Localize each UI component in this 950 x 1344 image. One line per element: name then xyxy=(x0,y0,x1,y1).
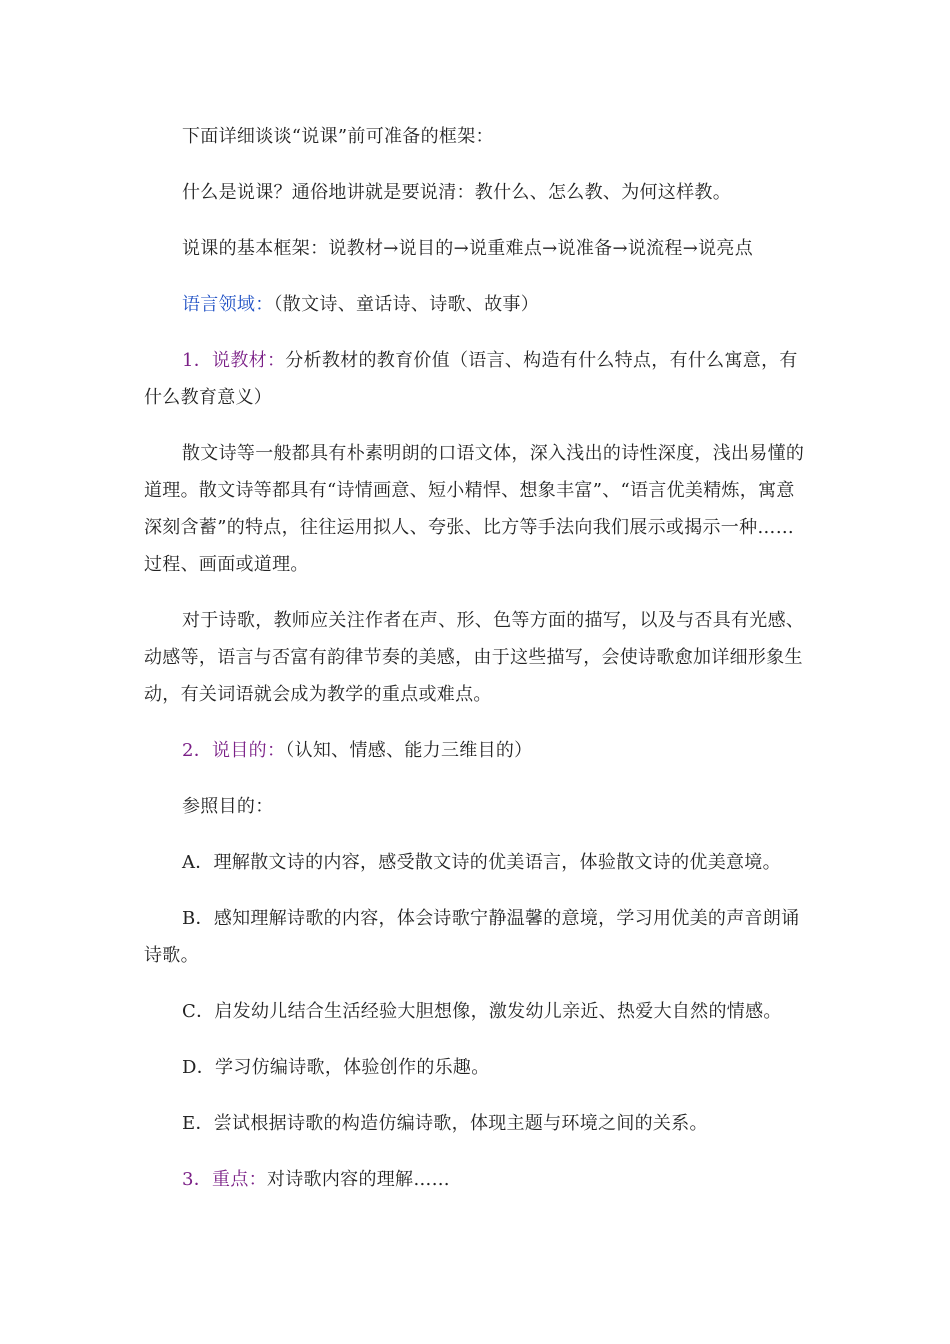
section-1-text: 分析教材的教育价值（语言、构造有什么特点，有什么寓意，有什么教育意义） xyxy=(144,350,798,408)
section-2-paragraph xyxy=(144,732,808,769)
framework-paragraph xyxy=(144,230,808,267)
section-1-paragraph xyxy=(144,342,808,416)
framework-text: 说课的基本框架：说教材→说目的→说重难点→说准备→说流程→说亮点 xyxy=(182,238,754,259)
goal-b-text: B．感知理解诗歌的内容，体会诗歌宁静温馨的意境，学习用优美的声音朗诵诗歌。 xyxy=(144,908,800,966)
goal-a-text: A．理解散文诗的内容，感受散文诗的优美语言，体验散文诗的优美意境。 xyxy=(182,852,781,873)
domain-text: （散文诗、童话诗、诗歌、故事） xyxy=(273,294,539,315)
poetry-paragraph xyxy=(144,602,808,713)
section-2-label: 2．说目的： xyxy=(182,740,286,761)
goal-a-paragraph xyxy=(144,844,808,881)
what-is-paragraph xyxy=(144,174,808,211)
section-3-label: 3．重点： xyxy=(182,1169,267,1190)
what-is-text: 什么是说课？通俗地讲就是要说清：教什么、怎么教、为何这样教。 xyxy=(182,182,731,203)
goal-c-text: C．启发幼儿结合生活经验大胆想像，激发幼儿亲近、热爱大自然的情感。 xyxy=(182,1001,782,1022)
reference-goals-text: 参照目的： xyxy=(182,796,274,817)
section-1-label: 1．说教材： xyxy=(182,350,286,371)
prose-poem-paragraph xyxy=(144,435,808,583)
prose-poem-text: 散文诗等一般都具有朴素明朗的口语文体，深入浅出的诗性深度，浅出易懂的道理。散文诗等都具有“诗情画意、短小精悍、想象丰富”、“语言优美精炼，寓意深刻含蓄”的特点，往往运用拟人、夸张、比方等手法向我们展示或揭示一种……过程、画面或道理。 xyxy=(144,443,805,575)
reference-goals-paragraph xyxy=(144,788,808,825)
domain-paragraph xyxy=(144,286,808,323)
section-3-text: 对诗歌内容的理解…… xyxy=(266,1169,450,1190)
goal-e-paragraph xyxy=(144,1105,808,1142)
intro-paragraph xyxy=(144,118,808,155)
document-body xyxy=(144,118,808,1217)
goal-d-text: D．学习仿编诗歌，体验创作的乐趣。 xyxy=(182,1057,490,1078)
poetry-text: 对于诗歌，教师应关注作者在声、形、色等方面的描写，以及与否具有光感、动感等，语言与否富有韵律节奏的美感，由于这些描写，会使诗歌愈加详细形象生动，有关词语就会成为教学的重点或难点。 xyxy=(144,610,805,705)
goal-b-paragraph xyxy=(144,900,808,974)
domain-label: 语言领域： xyxy=(182,294,274,315)
section-2-text: （认知、情感、能力三维目的） xyxy=(285,740,533,761)
section-3-paragraph xyxy=(144,1161,808,1198)
goal-e-text: E．尝试根据诗歌的构造仿编诗歌，体现主题与环境之间的关系。 xyxy=(182,1113,708,1134)
goal-c-paragraph xyxy=(144,993,808,1030)
goal-d-paragraph xyxy=(144,1049,808,1086)
intro-text: 下面详细谈谈“说课”前可准备的框架： xyxy=(182,126,494,147)
